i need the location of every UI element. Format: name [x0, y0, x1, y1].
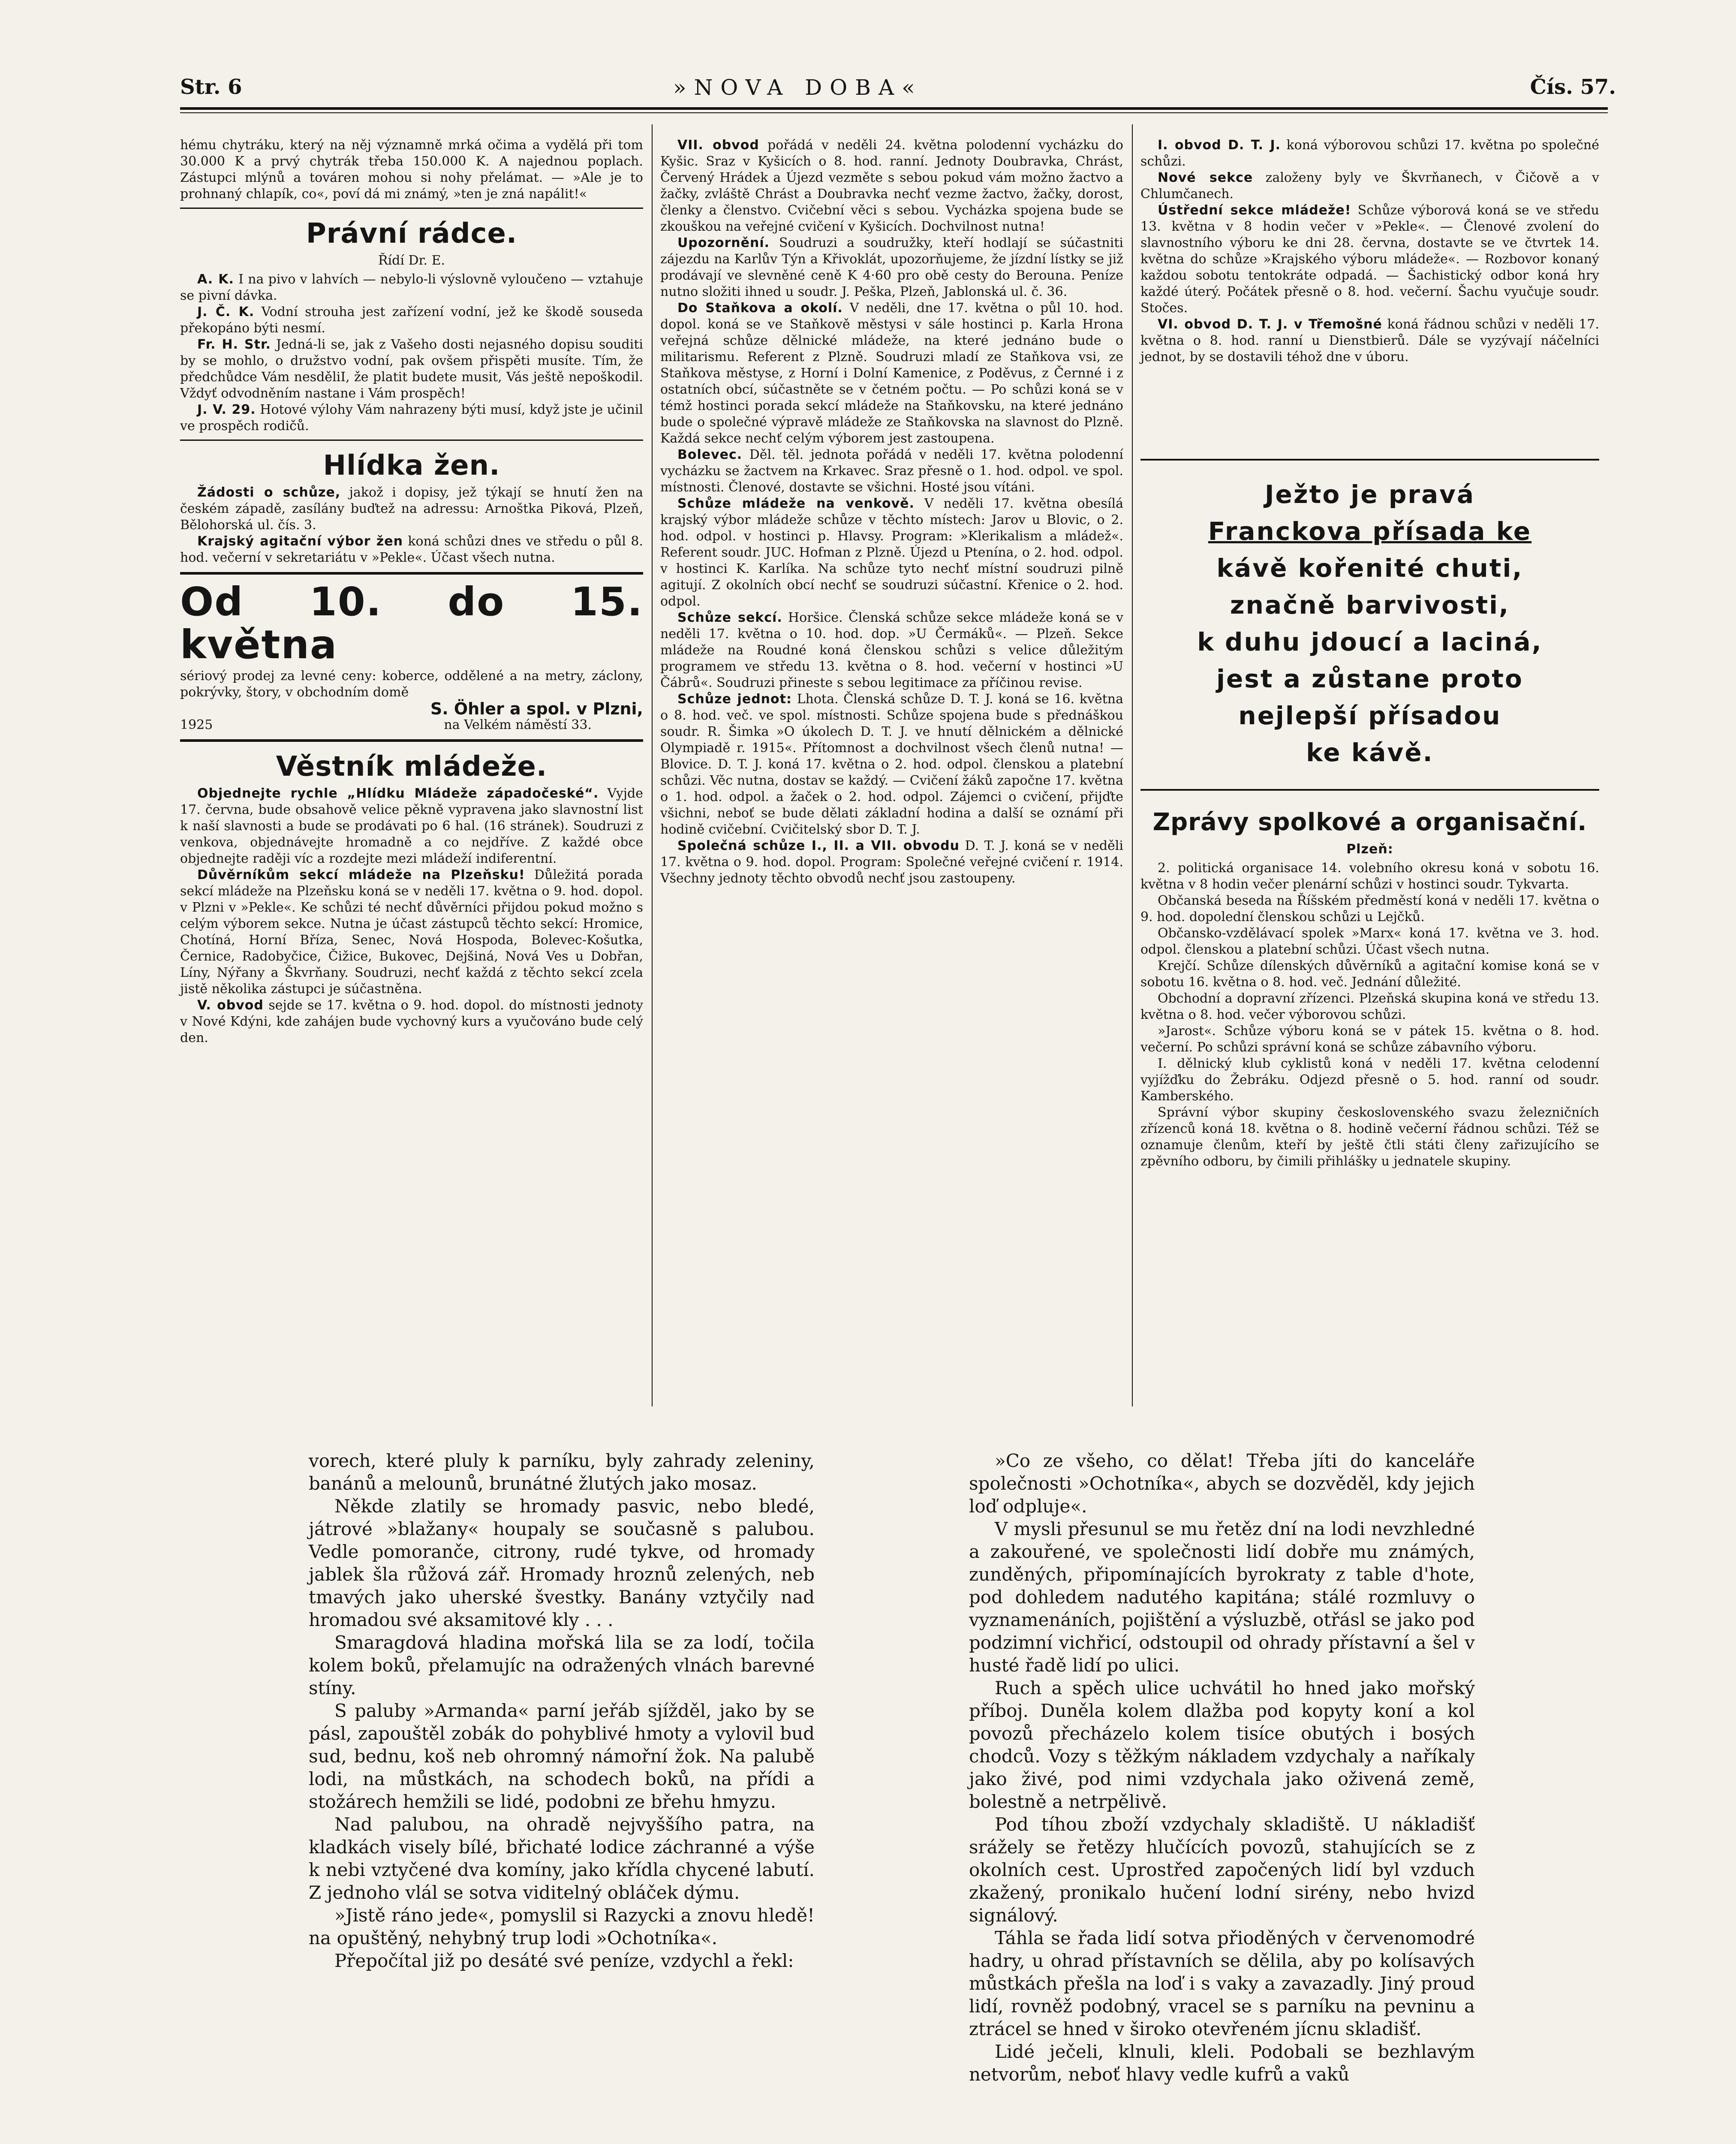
story-paragraph: Nad palubou, na ohradě nejvyššího patra, na kladkách visely bílé, břichaté lodice záchranné a výše k nebi vztyčené dva komíny, jako křídla chycené labutí. Z jednoho vlál se sotva viditelný obláček dýmu. [309, 1814, 815, 1903]
column-rule [1132, 124, 1133, 1406]
notice: »Jarost«. Schůze výboru koná se v pátek 15. května o 8. hod. večerní. Po schůzi správní koná se schůze zábavního výboru. [1140, 1024, 1599, 1055]
ad-footer [180, 717, 643, 733]
notice: Společná schůze I., II. a VII. obvodu D. T. J. koná se v neděli 17. května o 9. hod. dopol. Program: Společné veřejné cvičení r. 1914. Všechny jednoty těchto obvodů nechť jsou zastoupeny. [660, 838, 1123, 886]
ad-firm: S. Öhler a spol. v Plzni, [430, 699, 643, 718]
notice: Správní výbor skupiny československého svazu železničních zřízenců koná 18. května o 8. hodině večerní řádnou schůzi. Též se oznamuje členům, kteří by ještě čtli státi členy zařizujícího se zpěvního odboru, by čimili přihlášky u jednatele skupiny. [1140, 1105, 1599, 1169]
promo-line: značně barvivosti, [1230, 590, 1510, 620]
notice: Bolevec. Děl. těl. jednota pořádá v neděli 17. května polodenní vycházku se žactvem na Krkavec. Sraz přesně o 1. hod. odpol. ve spol. místnosti. Členové, dostavte se všichni. Hosté jsou vítáni. [660, 447, 1123, 495]
section-title-hlidka-zen: Hlídka žen. [323, 450, 500, 482]
notice: Krajský agitační výbor žen koná schůzi dnes ve středu o půl 8. hod. večerní v sekretariátu v »Pekle«. Účast všech nutna. [180, 534, 643, 565]
notice: Občansko-vzdělávací spolek »Marx« koná 17. května ve 3. hod. odpol. členskou a platební schůzi. Účast všech nutna. [1140, 926, 1599, 957]
story-paragraph: »Co ze všeho, co dělat! Třeba jíti do kanceláře společnosti »Ochotníka«, abych se dozvěděl, kdy jejich loď odpluje«. [969, 1450, 1475, 1517]
story-paragraph: Někde zlatily se hromady pasvic, nebo bledé, játrové »blažany« houpaly se současně s palubou. Vedle pomoranče, citrony, rudé tykve, od hromady jablek šla růžová zář. Hromady hroznů zelených, neb tmavých jako uherské švestky. Banány vztyčily nad hromadou své aksamitové kly . . . [309, 1496, 815, 1630]
legal-answer: A. K. I na pivo v lahvích — nebylo-li výslovně vyloučeno — vztahuje se pivní dávka. [180, 272, 643, 303]
section-subtitle: Plzeň: [1346, 842, 1393, 857]
promo-line: k duhu jdoucí a laciná, [1197, 627, 1543, 656]
intro-text: hému chytráku, který na něj významně mrká očima a vydělá při tom 30.000 K a prvý chytrák třeba 150.000 K. A najednou poplach. Zástupci mlýnů a továren mohou si nohy přelámat. — »Ale je to prohnaný chlapík, co«, poví dá mi známý, »ten je zná napálit!« [180, 138, 643, 202]
page-number: Str. 6 [180, 75, 242, 99]
notice: Občanská beseda na Říšském předměstí koná v neděli 17. května o 9. hod. dopolední členskou schůzi u Lejčků. [1140, 893, 1599, 924]
notice: I. obvod D. T. J. koná výborovou schůzi 17. května po společné schůzi. [1140, 138, 1599, 169]
notice: Ústřední sekce mládeže! Schůze výborová koná se ve středu 13. května v 8 hodin večer v »Pekle«. — Členové zvolení do slavnostního výboru ke dni 28. června, dostavte se ve čtvrtek 14. května do schůze »Krajského výboru mládeže«. — Rozbovor konaný každou sobotu tentokráte odpadá. — Šachistický odbor koná hry každé úterý. Počátek přesně o 8. hod. večerní. Šachu vyučuje soudr. Stočes. [1140, 203, 1599, 316]
section-title-pravni-radce: Právní rádce. [306, 218, 517, 250]
newspaper-title: »NOVA DOBA« [673, 75, 923, 100]
section-subtitle: Řídí Dr. E. [378, 253, 445, 268]
story-paragraph: Smaragdová hladina mořská lila se za lodí, točila kolem boků, přelamujíc na odražených vlnách barevné stíny. [309, 1632, 815, 1698]
separator [180, 208, 643, 209]
notice: Schůze sekcí. Horšice. Členská schůze sekce mládeže koná se v neděli 17. května o 10. hod. dop. »U Čermáků«. — Plzeň. Sekce mládeže na Roudné koná členskou schůzi s velice důležitým programem ve středu 13. května o 8. hod. večerní v hostinci »U Čábrů«. Soudruzi přineste s sebou legitimace za příčinou revise. [660, 610, 1123, 690]
story-right-column [969, 1449, 1475, 2086]
story-paragraph: Pod tíhou zboží vzdychaly skladiště. U nákladišť srážely se řetězy hlučících povozů, stahujících se z okolních cest. Uprostřed započených lidí byl vzduch zkažený, pronikalo hučení lodní sirény, nebo hvizd signálový. [969, 1814, 1475, 1926]
notice: VII. obvod pořádá v neděli 24. května polodenní vycházku do Kyšic. Sraz v Kyšicích o 8. hod. ranní. Jednoty Doubravka, Chrást, Červený Hrádek a Újezd vezměte s sebou pokud vám možno žactvo a žačky, zvláště Chrást a Doubravka nechť vezme žactvo, žačky, dorost, členky a členstvo. Cvičební věci s sebou. Vycházka spojena bude se zkouškou na veřejné cvičení v Kyšicích. Dochvilnost nutna! [660, 138, 1123, 234]
notice: V. obvod sejde se 17. května o 9. hod. dopol. do místnosti jednoty v Nové Kdýni, kde zahájen bude vychovný kurs a vyučováno bude celý den. [180, 998, 643, 1045]
ad-text: sériový prodej za levné ceny: koberce, oddělené a na metry, záclony, pokrývky, štory, v obchodním domě [180, 668, 643, 700]
header-rule-thin [180, 112, 1608, 113]
promo-line: jest a zůstane proto [1216, 664, 1523, 693]
story-paragraph: vorech, které pluly k parníku, byly zahrady zeleniny, banánů a melounů, brunátné žlutých jako mosaz. [309, 1450, 815, 1494]
promo-line: ke kávě. [1306, 738, 1434, 767]
story-paragraph: V mysli přesunul se mu řetěz dní na lodi nevzhledné a zakouřené, ve společnosti lidí dobře mu známých, zunděných, připomínajících byrokraty z table d'hote, pod dohledem nadutého kapitána; stálé rozmluvy o vyznamenáních, pojištění a výsluzbě, otřásl se jako pod podzimní vichřicí, odstoupil od ohrady přístavní a šel v husté řadě lidí po ulici. [969, 1518, 1475, 1676]
section-title-zpravy: Zprávy spolkové a organisační. [1152, 808, 1587, 836]
notice: VI. obvod D. T. J. v Třemošné koná řádnou schůzi v neděli 17. května o 8. hod. ranní u Dienstbierů. Dále se vyzývají náčelníci jednot, by se dostavili téhož dne v úboru. [1140, 317, 1599, 364]
story-paragraph: Táhla se řada lidí sotva přioděných v červenomodré hadry, u ohrad přístavních se dělila, aby po kolísavých můstkách přešla na loď i s vaky a zavazadly. Jiný proud lidí, rovněž podobný, vracel se s parníku na pevninu a ztrácel se hned v široko otevřeném jícnu skladišť. [969, 1927, 1475, 2039]
notice: Obchodní a dopravní zřízenci. Plzeňská skupina koná ve středu 13. května o 8. hod. večer výborovou schůzi. [1140, 991, 1599, 1022]
separator [180, 440, 643, 441]
promo-line: Ježto je pravá [1264, 480, 1475, 509]
promo-line: kávě kořenité chuti, [1216, 554, 1523, 583]
notice: I. dělnický klub cyklistů koná v neděli 17. května celodenní vyjížďku do Žebráku. Odjezd přesně o 5. hod. ranní od soudr. Kamberského. [1140, 1056, 1599, 1104]
separator [1140, 459, 1599, 461]
separator-thick [180, 739, 643, 742]
column-2 [660, 137, 1123, 887]
column-1 [180, 137, 643, 1046]
legal-answer: J. Č. K. Vodní strouha jest zařízení vodní, jež ke škodě souseda překopáno býti nesmí. [180, 304, 643, 336]
notice: Schůze jednot: Lhota. Členská schůze D. T. J. koná se 16. května o 8. hod. več. ve spol. místnosti. Schůze spojena bude s přednáškou soudr. R. Šimka »O úkolech D. T. J. ve hnutí dělnickém a dělnické Olympiadě r. 1915«. Přítomnost a dochvilnost všech členů nutna! — Blovice. D. T. J. koná 17. května o 2. hod. odpol. členskou a platební schůzi. Věc nutna, dostav se každý. — Cvičení žáků započne 17. května o 1. hod. odpol. a žaček o 2. hod. odpol. Zájemci o cvičení, přijďte všichni, neboť se bude dělati základní hodina a další se oznámí při hodině cvičební. Cvičitelský sbor D. T. J. [660, 692, 1123, 837]
issue-number: Čís. 57. [1530, 75, 1616, 99]
notice: Schůze mládeže na venkově. V neděli 17. května obesílá krajský výbor mládeže schůze v těchto místech: Jarov u Blovic, o 2. hod. odpol. v hostinci p. Hlavsy. Program: »Klerikalism a mládež«. Referent soudr. JUC. Hofman z Plzně. Újezd u Ptenína, o 2. hod. odpol. v hostinci K. Karlíka. Na schůze tyto nechť místní soudruzi pilně agitují. Z okolních obcí nechť se soudruzi súčastní. Křenice o 2. hod. odpol. [660, 496, 1123, 609]
notice: 2. politická organisace 14. volebního okresu koná v sobotu 16. května v 8 hodin večer plenární schůzi v hostinci soudr. Tykvarta. [1140, 861, 1599, 892]
story-paragraph: Lidé ječeli, klnuli, kleli. Podobali se bezhlavým netvorům, neboť hlavy vedle kufrů a vaků [969, 2041, 1475, 2085]
notice: Krejčí. Schůze dílenských důvěrníků a agitační komise koná se v sobotu 16. května o 8. hod. več. Jednání důležité. [1140, 958, 1599, 990]
franck-advertisement [1153, 476, 1586, 771]
notice: Nové sekce založeny byly ve Škvrňanech, v Čičově a v Chlumčanech. [1140, 170, 1599, 202]
story-paragraph: S paluby »Armanda« parní jeřáb sjížděl, jako by se pásl, zapouštěl zobák do pohyblivé hmoty a vylovil bud sud, bednu, koš neb ohromný námořní žok. Na palubě lodi, na můstkách, na schodech boků, na přídi a stožárech hemžili se lidé, podobni ze břehu hmyzu. [309, 1700, 815, 1812]
zpravy-section [1140, 798, 1599, 1170]
story-left-column [309, 1449, 815, 1972]
notice: Objednejte rychle „Hlídku Mládeže západočeské“. Vyjde 17. června, bude obsahově velice pěkně vypravena jako slavnostní list k naší slavnosti a bude se prodávati po 6 hal. (16 stránek). Soudruzi z venkova, objednávejte hromadně a co nejdříve. Z každé obce objednejte raději víc a rozdejte mezi mládeží indiferentní. [180, 786, 643, 866]
page-header [180, 75, 1616, 105]
story-paragraph: »Jistě ráno jede«, pomyslil si Razycki a znovu hledě! na opuštěný, nehybný trup lodi »Ochotníka«. [309, 1905, 815, 1948]
ad-headline: Od 10. do 15. května [180, 579, 643, 668]
separator-thick [180, 572, 643, 575]
column-rule [652, 124, 653, 1406]
header-rule [180, 107, 1608, 110]
notice: Upozornění. Soudruzi a soudružky, kteří hodlají se súčastniti zájezdu na Karlův Týn a Křivoklát, upozorňujeme, že jízdní lístky se již prodávají ve slevněné ceně K 4·60 pro obě cesty do Berouna. Peníze nutno složiti ihned u soudr. J. Peška, Plzeň, Jablonská ul. č. 36. [660, 235, 1123, 299]
notice: Do Staňkova a okolí. V neděli, dne 17. května o půl 10. hod. dopol. koná se ve Staňkově městysi v sále hostinci p. Karla Hrona veřejná schůze dělnické mládeže, na které jednáno bude o militarismu. Referent z Plzně. Soudruzi mladí ze Staňkova vsi, ze Staňkova městyse, z Horní i Dolní Kamenice, z Poděvus, z Černné i z ostatních obcí, súčastněte se v četném počtu. — Po schůzi koná se v témž hostinci porada sekcí mládeže na Staňkovsku, na které jednáno bude o společné výpravě mládeže ze Staňkovska na slavnost do Plzně. Každá sekce nechť celým výborem jest zastoupena. [660, 301, 1123, 446]
ad-address: na Velkém náměstí 33. [444, 717, 592, 732]
ad-year: 1925 [180, 717, 213, 732]
column-3 [1140, 137, 1599, 365]
legal-answer: Fr. H. Str. Jedná-li se, jak z Vašeho dosti nejasného dopisu souditi by se mohlo, o družstvo vodní, pak ovšem přispěti musíte. Tím, že předchůdce Vám nesděliI, že platit budete musit, Vás ještě nepoškodil. Vždyť odvodněním nastane i Vám prospěch! [180, 337, 643, 401]
story-paragraph: Přepočítal již po desáté své peníze, vzdychl a řekl: [334, 1950, 794, 1971]
promo-line: Franckova přísada ke [1208, 517, 1532, 546]
promo-line: nejlepší přísadou [1238, 701, 1501, 730]
separator [1140, 789, 1599, 791]
story-paragraph: Ruch a spěch ulice uchvátil ho hned jako mořský příboj. Duněla kolem dlažba pod kopyty koní a kol povozů přecházelo kolem tisíce obutých i bosých chodců. Vozy s těžkým nákladem vzdychaly a naříkaly jako živé, pod nimi vzdychala jako oživená země, bolestně a netrpělivě. [969, 1677, 1475, 1812]
section-title-vestnik-mladeze: Věstník mládeže. [276, 751, 548, 783]
legal-answer: J. V. 29. Hotové výlohy Vám nahrazeny býti musí, když jste je učinil ve prospěch rodičů. [180, 402, 643, 434]
notice: Žádosti o schůze, jakož i dopisy, jež týkají se hnutí žen na českém západě, zasílány buďtež na adressu: Arnoštka Piková, Plzeň, Bělohorská ul. čís. 3. [180, 485, 643, 533]
notice: Důvěrníkům sekcí mládeže na Plzeňsku! Důležitá porada sekcí mládeže na Plzeňsku koná se v neděli 17. května o 9. hod. dopol. v Plzni v »Pekle«. Ke schůzi té nechť důvěrníci přijdou pokud možno s celým výborem sekce. Nutna je účast zástupců těchto sekcí: Hromice, Chotíná, Horní Bříza, Senec, Nová Hospoda, Bolevec-Košutka, Černice, Radobyčice, Čižice, Bukovec, Dejšiná, Nová Ves u Dobřan, Líny, Nýřany a Škvrňany. Soudruzi, nechť každá z těchto sekcí zcela jistě několika zástupci je súčastněna. [180, 867, 644, 997]
